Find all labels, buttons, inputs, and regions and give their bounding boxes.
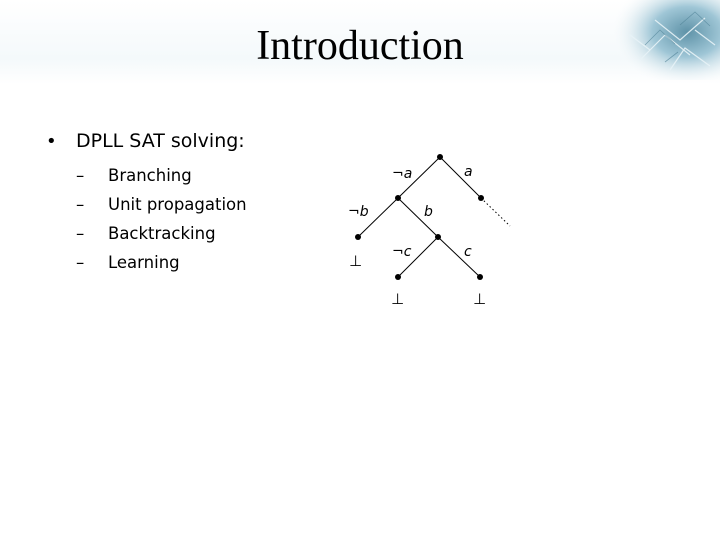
sub-item-text: Backtracking (108, 224, 216, 243)
sub-item-backtracking (76, 219, 247, 248)
sub-item-text: Branching (108, 166, 192, 185)
tree-node (395, 274, 401, 280)
tree-node-root (437, 154, 443, 160)
sub-item-marker: – (76, 253, 85, 272)
sub-item-marker: – (76, 224, 85, 243)
tree-node (477, 274, 483, 280)
slide-title: Introduction (256, 23, 464, 69)
sub-list (46, 161, 247, 277)
main-bullet (46, 130, 247, 152)
label-b: b (424, 204, 433, 220)
label-not-c: ¬c (392, 244, 412, 260)
dpll-search-tree (340, 140, 530, 315)
tree-node (435, 234, 441, 240)
leaf-bottom-3: ⊥ (473, 290, 487, 308)
tree-node (355, 234, 361, 240)
bullet-text: DPLL SAT solving: (76, 130, 245, 152)
tree-node (478, 195, 484, 201)
leaf-bottom-1: ⊥ (349, 252, 363, 270)
bullet-section (46, 130, 247, 277)
sub-item-text: Learning (108, 253, 180, 272)
sub-item-branching (76, 161, 247, 190)
label-not-b: ¬b (348, 204, 369, 220)
sub-item-unit-propagation (76, 190, 247, 219)
label-not-a: ¬a (392, 166, 413, 182)
sub-item-learning (76, 248, 247, 277)
edge-n2-right (438, 237, 480, 277)
sub-item-text: Unit propagation (108, 195, 247, 214)
bullet-marker: • (46, 130, 57, 152)
tree-node (395, 195, 401, 201)
sub-item-marker: – (76, 195, 85, 214)
label-c: c (464, 244, 472, 260)
edge-right-dotted (481, 198, 510, 226)
edge-root-right (440, 157, 481, 198)
label-a: a (464, 164, 473, 180)
leaf-bottom-2: ⊥ (391, 290, 405, 308)
sub-item-marker: – (76, 166, 85, 185)
